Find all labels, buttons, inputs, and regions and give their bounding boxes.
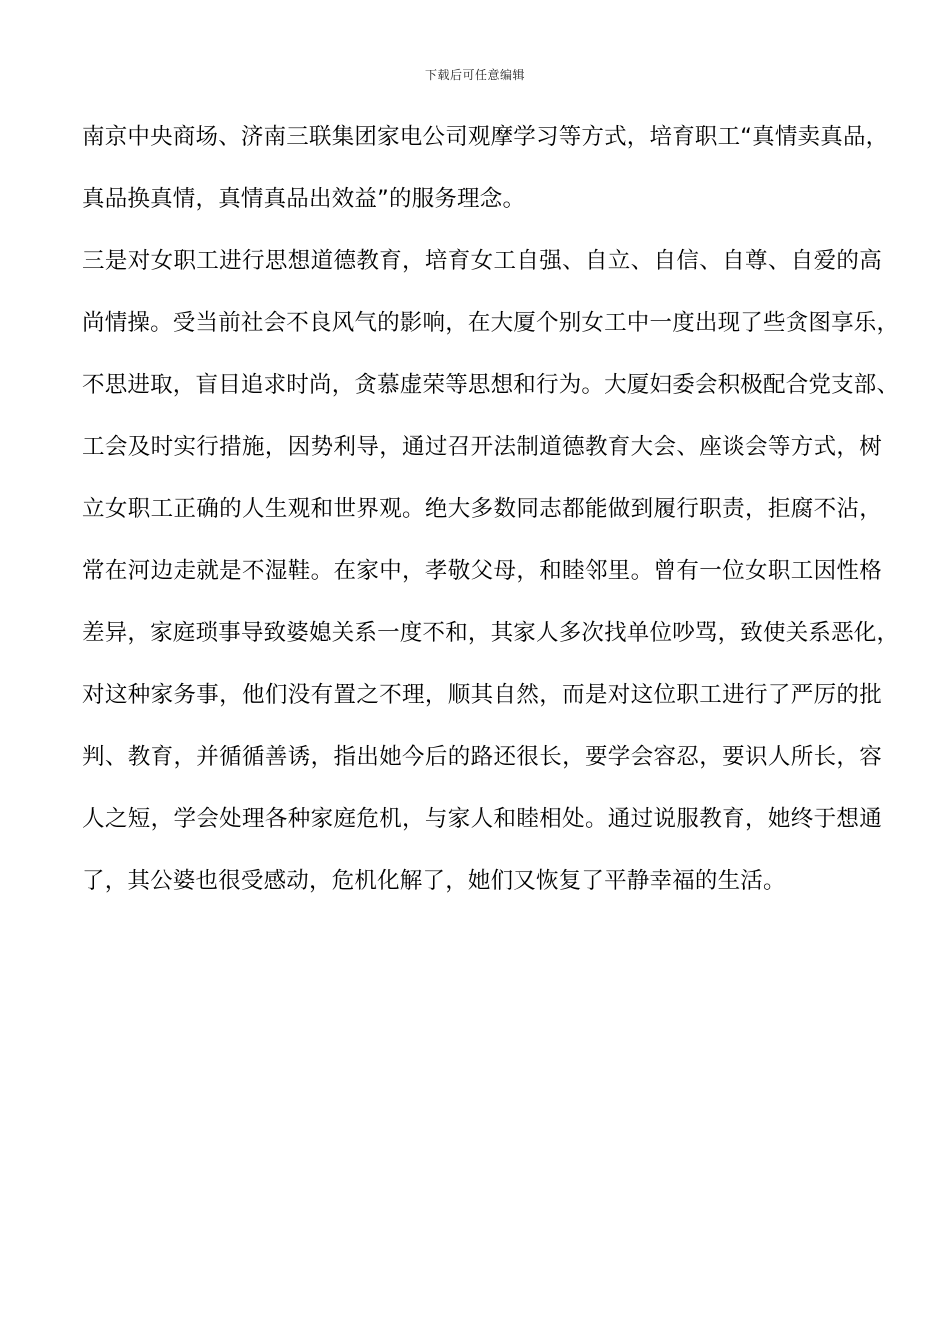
- text-line: 对这种家务事，他们没有置之不理，顺其自然，而是对这位职工进行了严厉的批: [82, 682, 882, 708]
- text-line: 不思进取，盲目追求时尚，贪慕虚荣等思想和行为。大厦妇委会积极配合党支部、: [82, 372, 900, 398]
- text-line: 判、教育，并循循善诱，指出她今后的路还很长，要学会容忍，要识人所长，容: [82, 744, 882, 770]
- text-line: 工会及时实行措施，因势利导，通过召开法制道德教育大会、座谈会等方式，树: [82, 434, 882, 460]
- text-line: 立女职工正确的人生观和世界观。绝大多数同志都能做到履行职责，拒腐不沾，: [82, 496, 882, 522]
- text-line: 南京中央商场、济南三联集团家电公司观摩学习等方式，培育职工“真情卖真品，: [82, 124, 889, 150]
- text-line: 真品换真情，真情真品出效益”的服务理念。: [82, 186, 526, 212]
- text-line: 人之短，学会处理各种家庭危机，与家人和睦相处。通过说服教育，她终于想通: [82, 806, 882, 832]
- header-note: 下载后可任意编辑: [424, 68, 525, 82]
- text-line: 了，其公婆也很受感动，危机化解了，她们又恢复了平静幸福的生活。: [82, 868, 786, 894]
- text-line: 常在河边走就是不湿鞋。在家中，孝敬父母，和睦邻里。曾有一位女职工因性格: [82, 558, 882, 584]
- text-line: 三是对女职工进行思想道德教育，培育女工自强、自立、自信、自尊、自爱的高: [82, 248, 882, 274]
- text-line: 尚情操。受当前社会不良风气的影响，在大厦个别女工中一度出现了些贪图享乐，: [82, 310, 900, 336]
- document-body: [82, 114, 900, 920]
- text-line: 差异，家庭琐事导致婆媳关系一度不和，其家人多次找单位吵骂，致使关系恶化，: [82, 620, 900, 646]
